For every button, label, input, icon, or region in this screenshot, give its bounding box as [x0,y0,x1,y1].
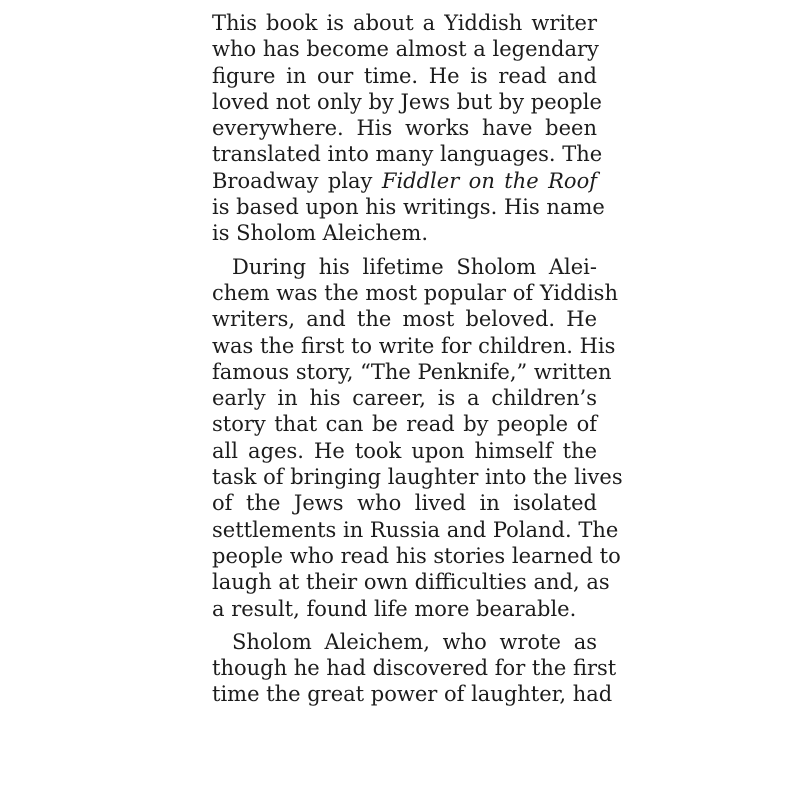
text-line: settlements in Russia and Poland. The [212,517,619,542]
text-column [212,10,623,708]
text-line: people who read his stories learned to [212,543,621,568]
text-line: Broadway play Fiddler on the Roof [212,168,597,193]
text-line: though he had discovered for the first [212,656,617,681]
text-line: was the first to write for children. His [212,333,616,358]
text-line: early in his career, is a children’s [212,386,597,411]
text-line: figure in our time. He is read and [212,63,597,88]
text-line: who has become almost a legendary [212,37,599,62]
text-line: During his lifetime Sholom Alei- [232,254,597,279]
paragraph-gap [212,622,597,629]
text-line: everywhere. His works have been [212,116,597,141]
text-line: translated into many languages. The [212,142,603,167]
text-line: chem was the most popular of Yiddish [212,280,618,305]
text-line: time the great power of laughter, had [212,682,613,707]
text-line: famous story, “The Penknife,” written [212,359,612,384]
paragraph-3 [212,629,617,708]
play-title: Fiddler on the Roof [381,168,597,193]
text-line: of the Jews who lived in isolated [212,491,597,516]
text-line: task of bringing laughter into the lives [212,465,623,490]
text-line: story that can be read by people of [212,412,597,437]
text-line: This book is about a Yiddish writer [212,11,597,35]
text-line: loved not only by Jews but by people [212,89,602,114]
paragraph-2 [212,254,623,622]
text-line: Sholom Aleichem, who wrote as [232,629,597,654]
text-line: laugh at their own difficulties and, as [212,570,610,595]
text-line: writers, and the most beloved. He [212,307,597,332]
paragraph-1 [212,10,605,247]
text-line: all ages. He took upon himself the [212,438,597,463]
text-line: a result, found life more bearable. [212,596,577,621]
text-line: is Sholom Aleichem. [212,221,428,246]
paragraph-gap [212,247,597,254]
text-line: is based upon his writings. His name [212,195,605,220]
